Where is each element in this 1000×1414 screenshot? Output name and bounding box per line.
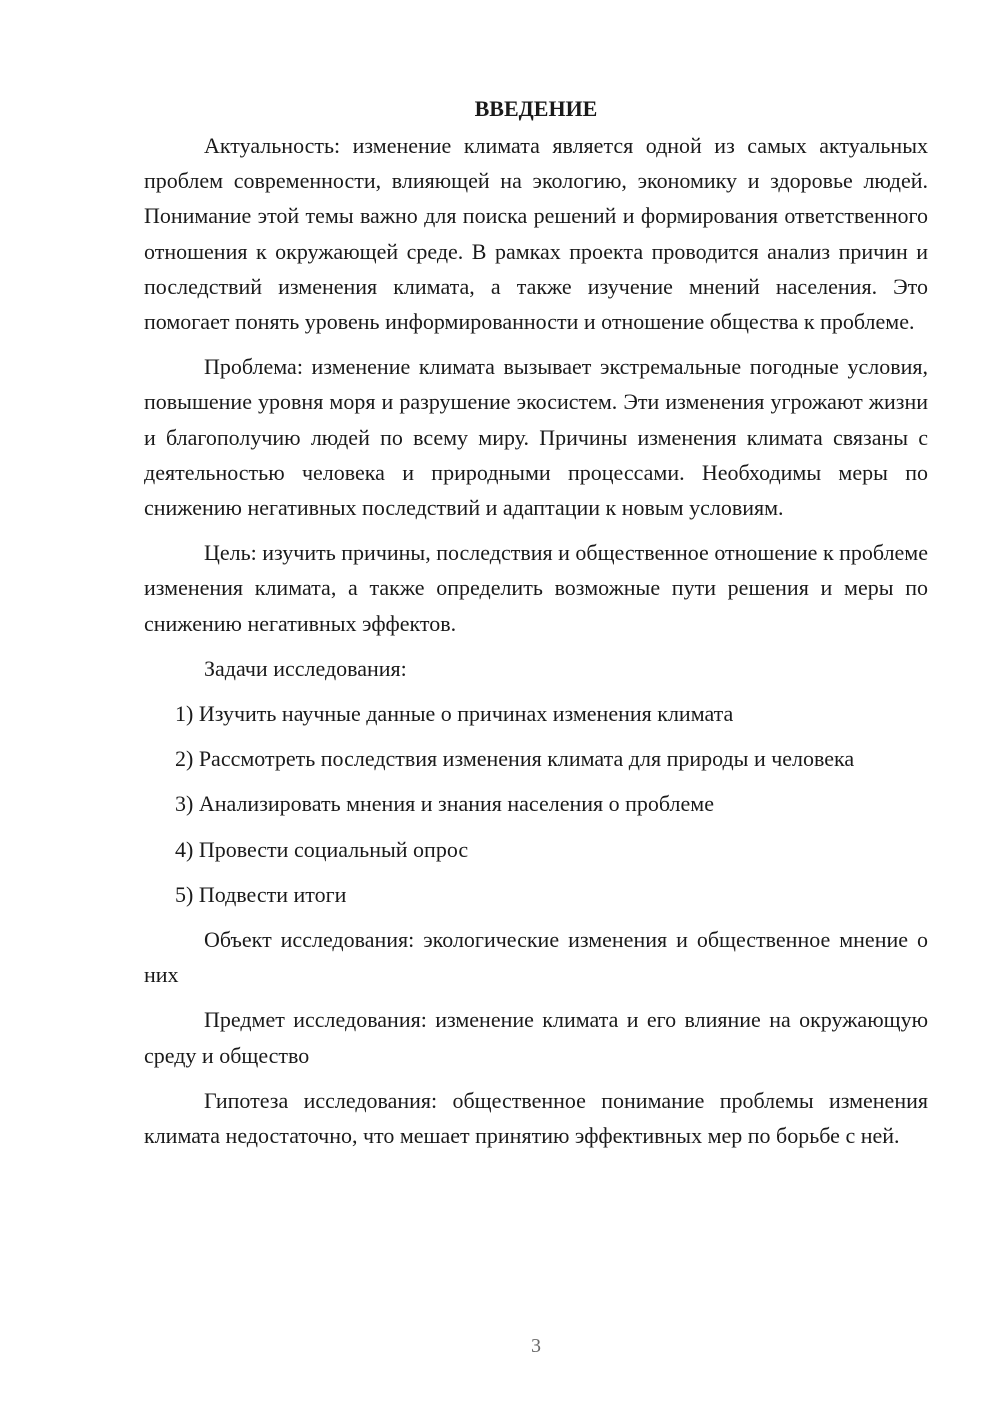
task-item-2: 2) Рассмотреть последствия изменения климата для природы и человека bbox=[175, 746, 855, 772]
task-item-5: 5) Подвести итоги bbox=[175, 881, 347, 907]
paragraph-hypothesis: Гипотеза исследования: общественное понимание проблемы изменения климата недостаточно, что мешает принятию эффективных мер по борьбе с ней. bbox=[144, 1087, 928, 1149]
paragraph-relevance: Актуальность: изменение климата является одной из самых актуальных проблем современности, влияющей на экологию, экономику и здоровье людей. Понимание этой темы важно для поиска решений и формирования ответственного отношения к окружающей среде. В рамках проекта проводится анализ причин и последствий изменения климата, а также изучение мнений населения. Это помогает понять уровень информированности и отношение общества к проблеме. bbox=[144, 133, 928, 335]
paragraph-problem: Проблема: изменение климата вызывает экстремальные погодные условия, повышение уровня моря и разрушение экосистем. Эти изменения угрожают жизни и благополучию людей по всему миру. Причины изменения климата связаны с деятельностью человека и природными процессами. Необходимы меры по снижению негативных последствий и адаптации к новым условиям. bbox=[144, 354, 928, 521]
section-title: ВВЕДЕНИЕ bbox=[474, 96, 598, 121]
page-number: 3 bbox=[531, 1335, 541, 1357]
task-item-3: 3) Анализировать мнения и знания населения о проблеме bbox=[175, 791, 714, 817]
task-item-4: 4) Провести социальный опрос bbox=[175, 836, 469, 862]
paragraph-object: Объект исследования: экологические изменения и общественное мнение о них bbox=[144, 927, 928, 988]
tasks-heading: Задачи исследования: bbox=[204, 655, 407, 681]
paragraph-subject: Предмет исследования: изменение климата и его влияние на окружающую среду и общество bbox=[144, 1007, 928, 1068]
task-item-1: 1) Изучить научные данные о причинах изменения климата bbox=[175, 701, 734, 727]
paragraph-goal: Цель: изучить причины, последствия и общественное отношение к проблеме изменения климата, а также определить возможные пути решения и меры по снижению негативных эффектов. bbox=[144, 540, 928, 636]
document-page bbox=[144, 94, 928, 1163]
